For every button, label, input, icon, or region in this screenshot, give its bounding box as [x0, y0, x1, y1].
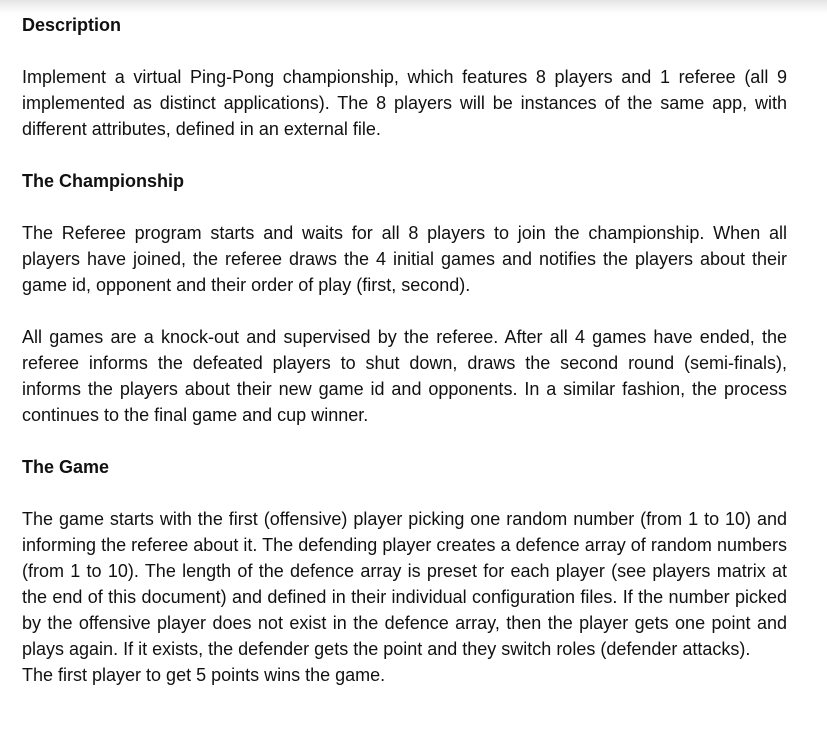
championship-paragraph-1: The Referee program starts and waits for all 8 players to join the championship. When all players have joined, the referee draws the 4 initial games and notifies the players about their game id, opponent and their order of play (first, second).	[22, 223, 787, 295]
game-paragraph-2: The first player to get 5 points wins the game.	[22, 665, 386, 685]
section-heading-championship: The Championship	[22, 171, 184, 191]
section-heading-description: Description	[22, 15, 122, 35]
spacer	[22, 428, 787, 454]
game-paragraph-1: The game starts with the first (offensive) player picking one random number (from 1 to 10) and informing the referee about it. The defending player creates a defence array of random numbers (from 1 to 10). The length of the defence array is preset for each player (see players matrix at the end of this document) and defined in their individual configuration files. If the number picked by the offensive player does not exist in the defence array, then the player gets one point and plays again. If it exists, the defender gets the point and they switch roles (defender attacks).	[22, 509, 787, 659]
spacer	[22, 142, 787, 168]
spacer	[22, 194, 787, 220]
spacer	[22, 480, 787, 506]
championship-paragraph-2: All games are a knock-out and supervised by the referee. After all 4 games have ended, the referee informs the defeated players to shut down, draws the second round (semi-finals), informs the players about their new game id and opponents. In a similar fashion, the process continues to the final game and cup winner.	[22, 327, 787, 425]
spacer	[22, 298, 787, 324]
description-paragraph: Implement a virtual Ping-Pong championship, which features 8 players and 1 referee (all 9 implemented as distinct applications). The 8 players will be instances of the same app, with different attributes, defined in an external file.	[22, 67, 787, 139]
document-body	[22, 12, 787, 688]
section-heading-game: The Game	[22, 457, 110, 477]
spacer	[22, 38, 787, 64]
